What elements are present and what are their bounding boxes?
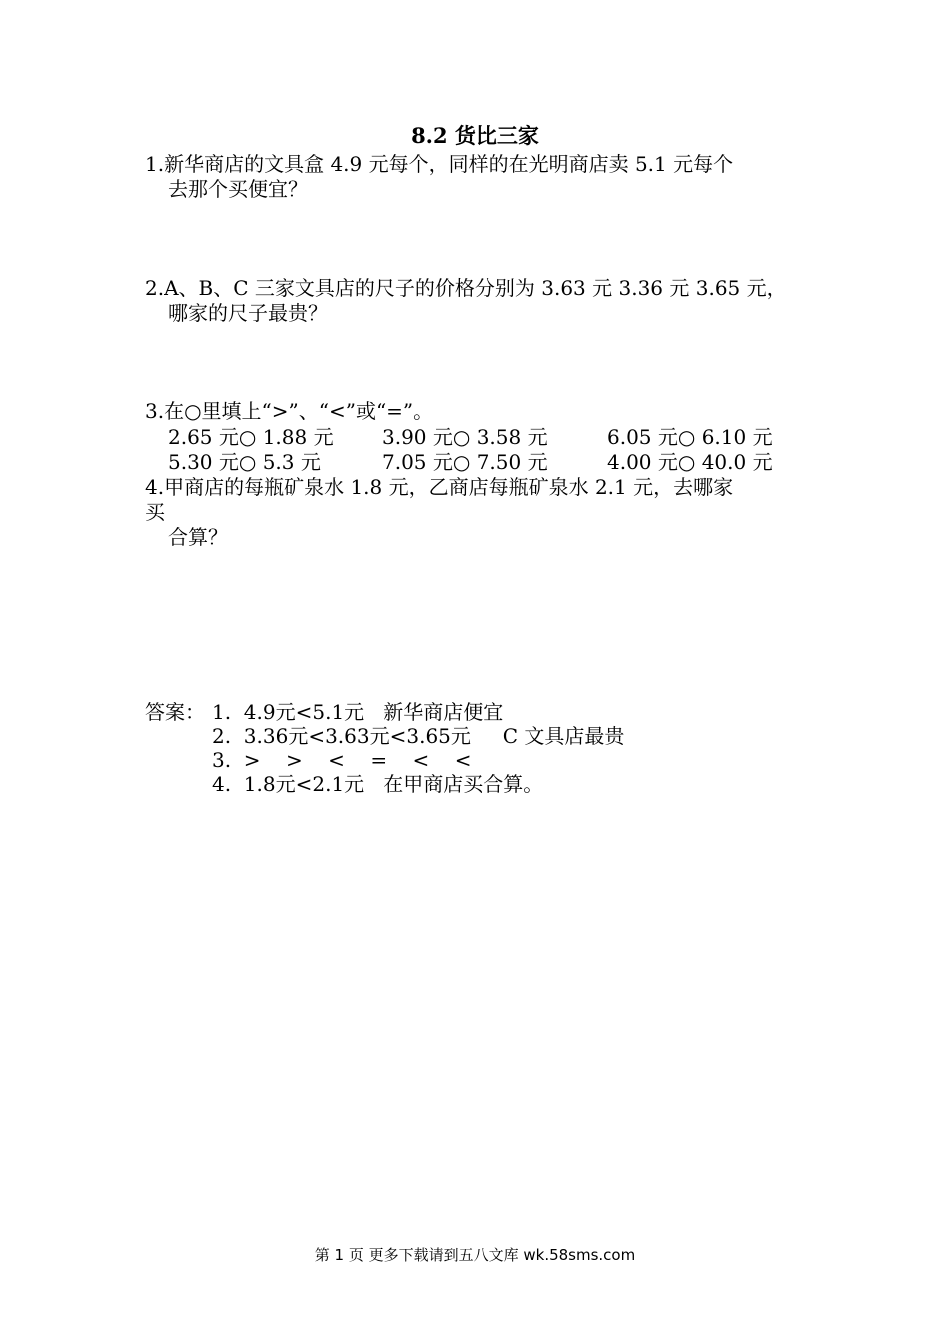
question-3-item: 5.30 元○ 5.3 元 xyxy=(168,450,321,474)
page-footer: 第 1 页 更多下载请到五八文库 wk.58sms.com xyxy=(314,1246,636,1264)
question-1-line-1: 1.新华商店的文具盒 4.9 元每个，同样的在光明商店卖 5.1 元每个 xyxy=(145,152,734,176)
question-3-item: 2.65 元○ 1.88 元 xyxy=(168,425,334,449)
question-4-line-2: 买 xyxy=(145,500,165,524)
answer-1: 1. 4.9元<5.1元 新华商店便宜 xyxy=(212,700,504,724)
question-2-line-1: 2.A、B、C 三家文具店的尺子的价格分别为 3.63 元 3.36 元 3.65 元， xyxy=(145,276,787,300)
question-3-item: 7.05 元○ 7.50 元 xyxy=(382,450,548,474)
question-3-item: 3.90 元○ 3.58 元 xyxy=(382,425,548,449)
question-3-item: 6.05 元○ 6.10 元 xyxy=(607,425,773,449)
question-1-line-2: 去那个买便宜？ xyxy=(168,177,308,201)
question-3-item: 4.00 元○ 40.0 元 xyxy=(607,450,773,474)
question-4-line-3: 合算？ xyxy=(168,525,228,549)
answer-4: 4. 1.8元<2.1元 在甲商店买合算。 xyxy=(212,772,544,796)
answer-3: 3. > > < = < < xyxy=(212,748,472,772)
question-3-line-1: 3.在○里填上“>”、“<”或“=”。 xyxy=(145,399,434,423)
answers-label: 答案： xyxy=(145,700,205,724)
question-2-line-2: 哪家的尺子最贵？ xyxy=(168,301,328,325)
page-title: 8.2 货比三家 xyxy=(411,123,539,148)
answer-2: 2. 3.36元<3.63元<3.65元 C 文具店最贵 xyxy=(212,724,625,748)
question-4-line-1: 4.甲商店的每瓶矿泉水 1.8 元，乙商店每瓶矿泉水 2.1 元，去哪家 xyxy=(145,475,734,499)
